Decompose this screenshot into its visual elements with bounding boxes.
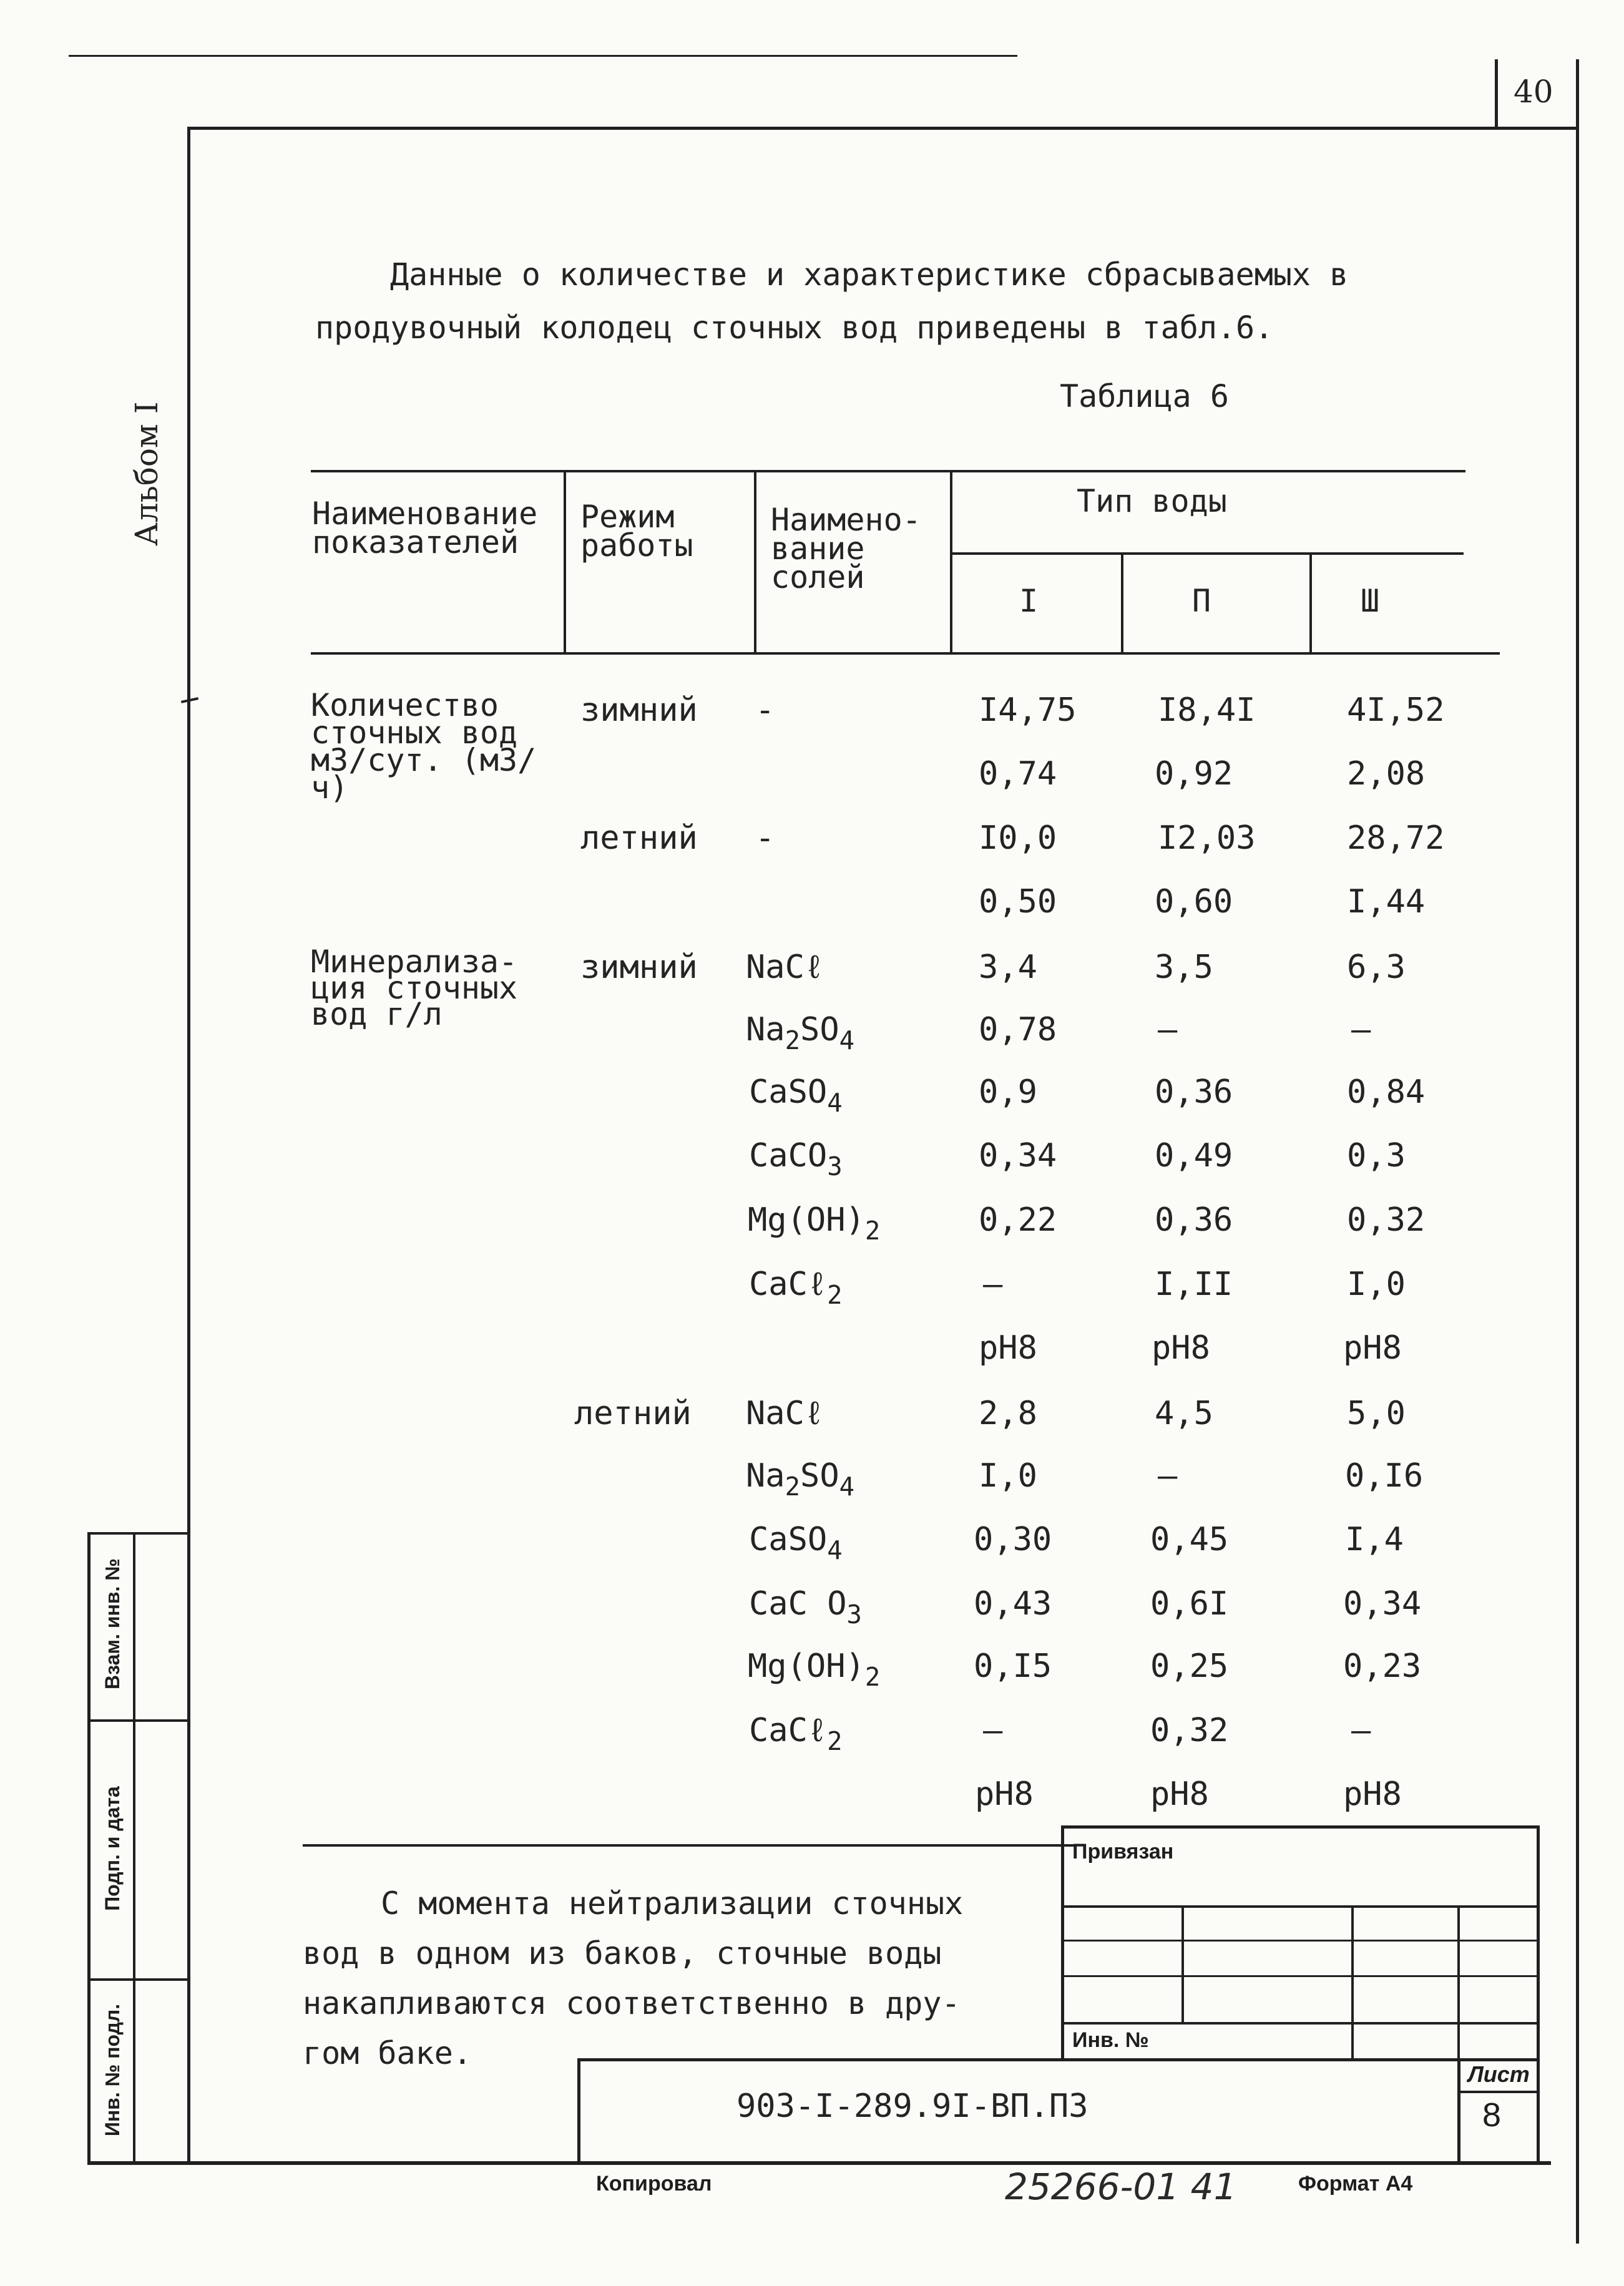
m-cell: I,II [1155,1266,1233,1303]
table-header-top-rule [311,470,1465,472]
tb-grid-h3 [1061,1975,1538,1977]
m-cell: I,0 [1347,1266,1406,1303]
m-cell: 0,43 [974,1585,1052,1623]
m-cell: I,4 [1345,1521,1404,1558]
quantity-winter-dash: - [755,691,775,729]
tb-grid-h2 [1061,1940,1538,1942]
col-divider-3 [950,470,952,652]
salt-caso4-winter: CaSO$_4$ [749,1073,843,1118]
salt-caco3-summer: CaC $O_3$ [749,1585,862,1630]
q-cell: I,44 [1347,883,1426,921]
m-cell: 0,36 [1155,1201,1233,1239]
m-cell: 0,49 [1155,1137,1233,1175]
header-indicator: Наименование показателей [312,496,538,560]
m-cell: – [983,1712,1003,1749]
q-cell: 0,50 [979,883,1057,921]
frame-bottom [87,2161,1551,2165]
footer-line-1: С момента нейтрализации сточных [381,1885,964,1922]
bottom-copied: Копировал [596,2172,712,2196]
m-cell: 4,5 [1155,1395,1213,1432]
m-cell: 3,5 [1155,949,1213,986]
salt-nacl-summer: NaCℓ [746,1395,824,1432]
stamp-podp: Подп. и дата [101,1786,124,1911]
page-number: 40 [1514,74,1553,110]
water-type-rule [952,552,1464,555]
m-cell: 0,I5 [974,1648,1052,1685]
footer-separator [303,1844,1077,1847]
table-header-bottom-rule [311,652,1500,655]
intro-line-1: Данные о количестве и характеристике сбрасываемых в [390,256,1349,293]
tb-main-top [577,2058,1538,2061]
m-cell: pH8 [1152,1329,1210,1367]
m-cell: – [1158,1011,1178,1048]
quantity-summer-dash: - [755,819,775,857]
m-cell: 0,9 [979,1073,1037,1111]
m-cell: 6,3 [1347,949,1406,986]
q-cell: I2,03 [1158,819,1256,857]
m-cell: 0,6I [1150,1585,1229,1623]
tb-grid-h1 [1061,1905,1538,1908]
m-cell: pH8 [1343,1329,1402,1367]
intro-line-2: продувочный колодец сточных вод приведены в табл.6. [315,310,1274,346]
tb-main-left [577,2058,580,2164]
q-cell: 4I,52 [1347,691,1445,729]
m-cell: 0,36 [1155,1073,1233,1111]
m-cell: 0,84 [1347,1073,1426,1111]
frame-left [187,127,190,2164]
m-cell: 0,3 [1347,1137,1406,1175]
tb-grid-v1 [1181,1905,1184,2022]
frame-right-inner [1537,1825,1540,2164]
m-cell: 0,78 [979,1011,1057,1048]
header-mode: Режим работы [580,499,693,564]
q-cell: 0,60 [1155,883,1233,921]
tb-sheet-mid [1457,2091,1538,2093]
quantity-label: Количество сточных вод м3/сут. (м3/ч) [311,687,537,806]
salt-na2so4-winter: $Na_2SO_4$ [746,1011,855,1056]
m-cell: 5,0 [1347,1395,1406,1432]
q-cell: 2,08 [1347,755,1426,793]
album-label: Альбом I [129,401,165,546]
mineral-winter-mode: зимний [580,949,698,986]
m-cell: pH8 [1150,1776,1209,1813]
tb-top [1061,1825,1538,1829]
tb-sheet-number: 8 [1482,2096,1502,2134]
table-caption: Таблица 6 [1060,378,1229,414]
m-cell: – [983,1266,1003,1303]
m-cell: 0,34 [979,1137,1057,1175]
top-stray-rule [69,55,1017,57]
m-cell: pH8 [979,1329,1037,1367]
quantity-winter-mode: зимний [580,691,698,729]
tb-sheet-label: Лист [1468,2061,1530,2087]
header-type-3: Ш [1361,583,1380,619]
salt-caco3-winter: CaCO$_3$ [749,1137,843,1182]
q-cell: 0,92 [1155,755,1233,793]
q-cell: I0,0 [979,819,1057,857]
q-cell: 0,74 [979,755,1057,793]
m-cell: 0,23 [1343,1648,1422,1685]
footer-line-3: накапливаются соответственно в дру- [303,1985,961,2021]
m-cell: 0,45 [1150,1521,1229,1558]
mineral-label: Минерализа- ция сточных вод г/л [311,944,518,1032]
col-divider-2 [754,470,756,652]
tb-grid-v3 [1457,1905,1460,2059]
col-divider-4 [1121,552,1123,652]
m-cell: 0,32 [1150,1712,1229,1749]
tb-grid-h4 [1061,2022,1538,2025]
frame-top [187,127,1579,130]
m-cell: – [1351,1712,1371,1749]
salt-nacl-winter: NaCℓ [746,949,824,986]
stamp-inv-podl: Инв. № подл. [101,2003,124,2137]
mineral-summer-mode: летний [574,1395,692,1432]
header-water-type: Тип воды [1077,483,1227,519]
col-divider-5 [1309,552,1312,652]
salt-na2so4-summer: $Na_2SO_4$ [746,1457,855,1502]
quantity-summer-mode: летний [580,819,698,857]
m-cell: 0,32 [1347,1201,1426,1239]
page-number-box-left [1495,59,1498,128]
tb-inv-no: Инв. № [1072,2028,1149,2052]
salt-mgoh2-summer: $Mg(OH)_2$ [748,1648,881,1693]
tb-grid-v2 [1351,1905,1354,2059]
bottom-number: 25266-01 41 [1005,2166,1237,2208]
m-cell: 2,8 [979,1395,1037,1432]
m-cell: 0,I6 [1345,1457,1424,1495]
m-cell: – [1351,1011,1371,1048]
bottom-format: Формат А4 [1298,2172,1413,2196]
stamp-vzam: Взам. инв. № [101,1558,124,1689]
footer-line-2: вод в одном из баков, сточные воды [303,1935,942,1971]
header-salt: Наимено- вание солей [771,502,921,595]
tb-doc-code: 903-I-289.9I-ВП.ПЗ [736,2088,1088,2125]
tb-privyazan: Привязан [1072,1840,1174,1863]
stamp-div-1 [87,1719,190,1722]
m-cell: 0,30 [974,1521,1052,1558]
footer-line-4: гом баке. [303,2035,472,2071]
m-cell: 0,25 [1150,1648,1229,1685]
q-cell: I8,4I [1158,691,1256,729]
m-cell: I,0 [979,1457,1037,1495]
m-cell: pH8 [1343,1776,1402,1813]
m-cell: 0,22 [979,1201,1057,1239]
tb-sheet-left [1457,2058,1460,2164]
stamp-outer-left [87,1532,90,2164]
salt-cacl2-summer: CaCℓ$_2$ [749,1712,843,1757]
m-cell: pH8 [975,1776,1034,1813]
stamp-inner-left [133,1532,135,2164]
q-cell: I4,75 [979,691,1077,729]
salt-mgoh2-winter: $Mg(OH)_2$ [748,1201,881,1246]
header-type-1: I [1019,583,1039,619]
col-divider-1 [564,470,566,652]
m-cell: 3,4 [979,949,1037,986]
salt-caso4-summer: CaSO$_4$ [749,1521,843,1566]
header-type-2: П [1192,583,1211,619]
frame-right [1576,59,1579,2244]
q-cell: 28,72 [1347,819,1445,857]
salt-cacl2-winter: CaCℓ$_2$ [749,1266,843,1311]
m-cell: 0,34 [1343,1585,1422,1623]
m-cell: – [1158,1457,1178,1495]
